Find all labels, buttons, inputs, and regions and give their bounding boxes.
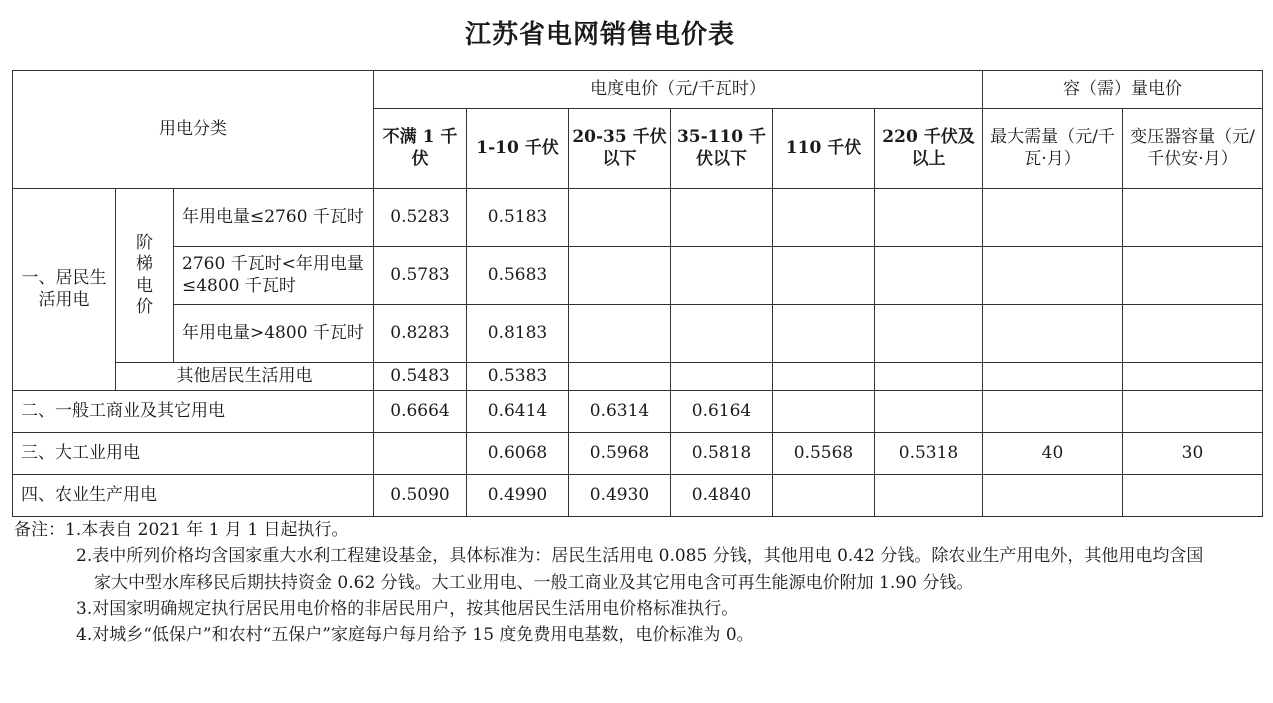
page-title: 江苏省电网销售电价表 [464,20,735,50]
table-row [13,363,1263,391]
table-row [13,247,1263,305]
demand-header: 最大需量（元/千瓦·月） [983,109,1123,189]
energy-price-header: 电度电价（元/千瓦时） [374,71,983,109]
table-cell: 0.5783 [374,247,467,305]
tier-label: 阶梯电价 [116,189,174,363]
table-row [13,475,1263,517]
category-header: 用电分类 [13,71,374,189]
table-cell: 0.6314 [569,391,671,433]
note-item: 2.表中所列价格均含国家重大水利工程建设基金，具体标准为：居民生活用电 0.085 分钱，其他用电 0.42 分钱。除农业生产用电外，其他用电均含国家大中型水库移民后期扶持资金 0.62 分钱。大工业用电、一般工商业及其它用电含可再生能源电价附加 1.90 分钱。 [76,546,1204,593]
table-cell [875,475,983,517]
table-cell: 0.5968 [569,433,671,475]
voltage-header: 220 千伏及以上 [875,109,983,189]
table-cell: 0.4840 [671,475,773,517]
voltage-header: 35-110 千伏以下 [671,109,773,189]
table-cell: 40 [983,433,1123,475]
table-cell: 0.4990 [467,475,569,517]
row-label: 三、大工业用电 [13,433,374,475]
table-cell: 0.5318 [875,433,983,475]
table-cell: 0.8283 [374,305,467,363]
table-cell: 30 [1123,433,1263,475]
table-cell [374,433,467,475]
table-cell: 0.6664 [374,391,467,433]
row-label: 二、一般工商业及其它用电 [13,391,374,433]
tier-label: 年用电量>4800 千瓦时 [174,305,374,363]
table-row [13,189,1263,247]
voltage-header: 20-35 千伏以下 [569,109,671,189]
table-cell [983,391,1123,433]
table-cell [1123,391,1263,433]
table-cell: 0.6164 [671,391,773,433]
table-cell [875,391,983,433]
table-cell: 0.5568 [773,433,875,475]
tier-label: 2760 千瓦时<年用电量≤4800 千瓦时 [174,247,374,305]
voltage-header: 1-10 千伏 [467,109,569,189]
voltage-header: 不满 1 千伏 [374,109,467,189]
row-label: 四、农业生产用电 [13,475,374,517]
table-cell: 0.5483 [374,363,467,391]
other-residential-label: 其他居民生活用电 [116,363,374,391]
table-cell [983,475,1123,517]
table-row [13,433,1263,475]
table-cell: 0.6068 [467,433,569,475]
table-cell [773,475,875,517]
notes-prefix: 备注： [14,520,65,540]
note-item: 3.对国家明确规定执行居民用电价格的非居民用户，按其他居民生活用电价格标准执行。 [76,599,739,620]
voltage-header: 110 千伏 [773,109,875,189]
residential-label: 一、居民生活用电 [13,189,116,391]
table-cell [1123,475,1263,517]
table-cell: 0.5683 [467,247,569,305]
table-cell [773,391,875,433]
note-text: 1.本表自 2021 年 1 月 1 日起执行。 [65,520,349,540]
table-cell: 0.5283 [374,189,467,247]
note-item: 4.对城乡“低保户”和农村“五保户”家庭每户每月给予 15 度免费用电基数，电价标准为 0。 [76,625,754,646]
table-cell: 0.5818 [671,433,773,475]
notes-section [14,517,1214,649]
table-row [13,391,1263,433]
transformer-header: 变压器容量（元/千伏安·月） [1123,109,1263,189]
table-cell: 0.6414 [467,391,569,433]
tier-label: 年用电量≤2760 千瓦时 [174,189,374,247]
table-cell: 0.5383 [467,363,569,391]
table-cell: 0.4930 [569,475,671,517]
note-item [14,517,1214,543]
table-cell: 0.5183 [467,189,569,247]
table-row [13,305,1263,363]
table-cell: 0.8183 [467,305,569,363]
tariff-table [12,70,1263,517]
header-row-1 [13,71,1263,109]
table-cell: 0.5090 [374,475,467,517]
capacity-price-header: 容（需）量电价 [983,71,1263,109]
